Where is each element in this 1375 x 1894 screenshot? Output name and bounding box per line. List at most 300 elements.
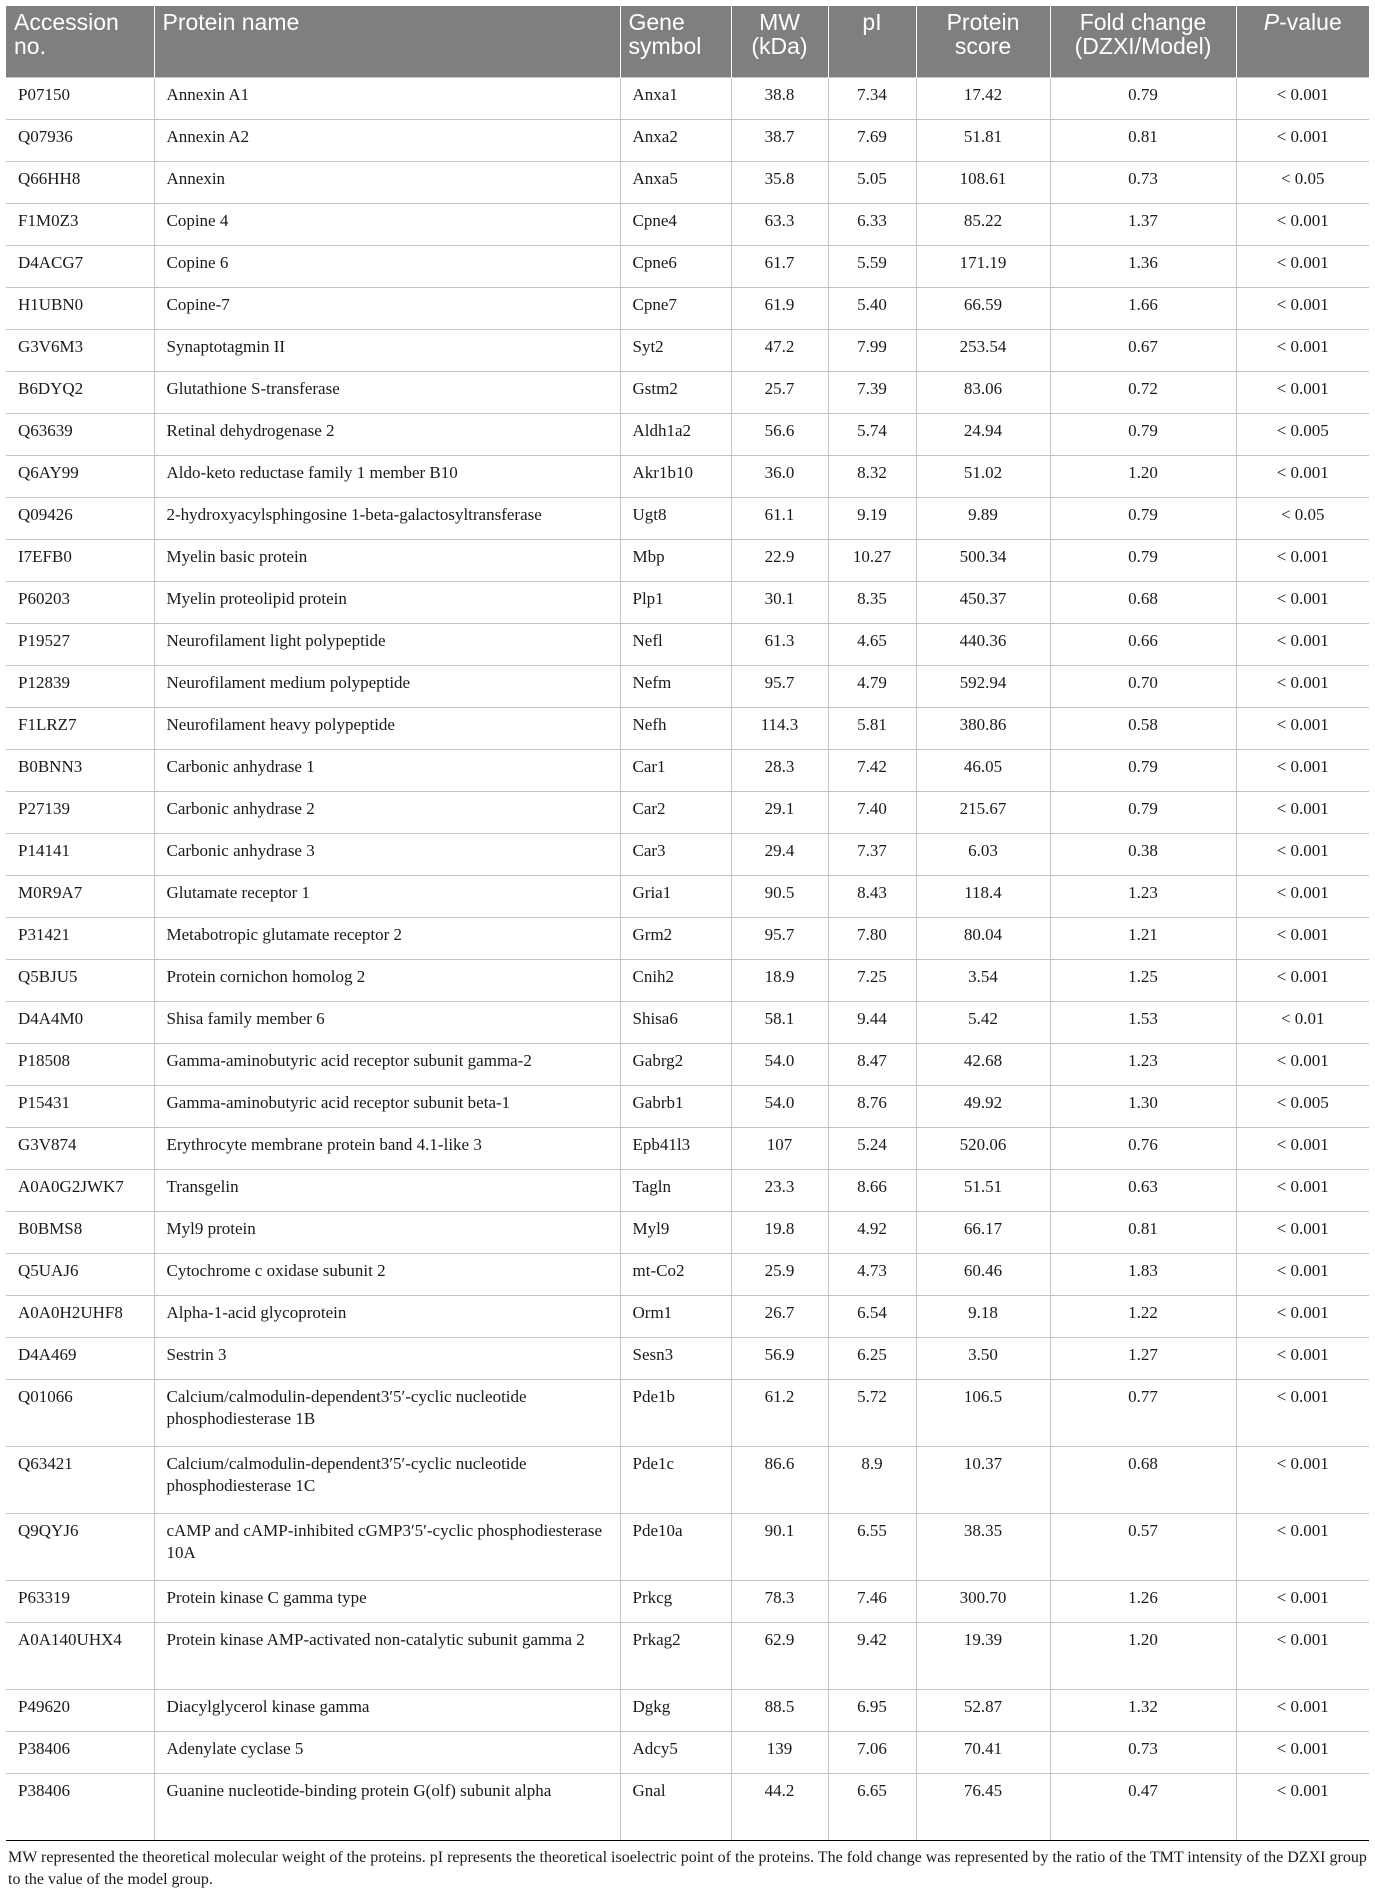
- cell-protein-name: Aldo-keto reductase family 1 member B10: [154, 456, 620, 498]
- cell-p-value: < 0.001: [1236, 204, 1369, 246]
- cell-protein-name: Copine-7: [154, 288, 620, 330]
- cell-protein-score: 80.04: [916, 918, 1050, 960]
- cell-protein-score: 85.22: [916, 204, 1050, 246]
- cell-p-value: < 0.001: [1236, 624, 1369, 666]
- cell-fold-change: 0.67: [1050, 330, 1236, 372]
- table-row: [6, 1002, 1369, 1044]
- table-row: [6, 204, 1369, 246]
- protein-table: [6, 6, 1369, 1841]
- cell-fold-change: 0.81: [1050, 120, 1236, 162]
- cell-gene-symbol: Nefh: [620, 708, 731, 750]
- table-row: [6, 372, 1369, 414]
- table-row: [6, 1774, 1369, 1841]
- cell-fold-change: 1.23: [1050, 1044, 1236, 1086]
- cell-protein-score: 76.45: [916, 1774, 1050, 1841]
- cell-protein-score: 51.02: [916, 456, 1050, 498]
- cell-gene-symbol: Prkcg: [620, 1581, 731, 1623]
- cell-p-value: < 0.001: [1236, 1044, 1369, 1086]
- cell-gene-symbol: Adcy5: [620, 1732, 731, 1774]
- cell-mw: 78.3: [731, 1581, 828, 1623]
- table-row: [6, 834, 1369, 876]
- cell-p-value: < 0.001: [1236, 834, 1369, 876]
- cell-gene-symbol: Orm1: [620, 1296, 731, 1338]
- cell-p-value: < 0.001: [1236, 1732, 1369, 1774]
- cell-protein-score: 52.87: [916, 1690, 1050, 1732]
- cell-protein-score: 300.70: [916, 1581, 1050, 1623]
- cell-pi: 7.40: [828, 792, 916, 834]
- cell-pi: 7.42: [828, 750, 916, 792]
- cell-gene-symbol: Cpne6: [620, 246, 731, 288]
- cell-mw: 29.1: [731, 792, 828, 834]
- cell-gene-symbol: Car3: [620, 834, 731, 876]
- cell-p-value: < 0.001: [1236, 540, 1369, 582]
- cell-pi: 5.72: [828, 1380, 916, 1447]
- cell-p-value: < 0.01: [1236, 1002, 1369, 1044]
- cell-accession: P38406: [6, 1774, 154, 1841]
- cell-protein-score: 19.39: [916, 1623, 1050, 1690]
- cell-pi: 6.65: [828, 1774, 916, 1841]
- cell-accession: A0A0G2JWK7: [6, 1170, 154, 1212]
- table-row: [6, 330, 1369, 372]
- cell-gene-symbol: Gnal: [620, 1774, 731, 1841]
- cell-p-value: < 0.001: [1236, 1380, 1369, 1447]
- cell-p-value: < 0.001: [1236, 582, 1369, 624]
- table-row: [6, 1690, 1369, 1732]
- cell-fold-change: 0.73: [1050, 162, 1236, 204]
- cell-fold-change: 0.38: [1050, 834, 1236, 876]
- cell-gene-symbol: mt-Co2: [620, 1254, 731, 1296]
- cell-accession: D4A4M0: [6, 1002, 154, 1044]
- cell-pi: 4.73: [828, 1254, 916, 1296]
- cell-fold-change: 1.23: [1050, 876, 1236, 918]
- table-row: [6, 120, 1369, 162]
- cell-mw: 58.1: [731, 1002, 828, 1044]
- cell-fold-change: 1.36: [1050, 246, 1236, 288]
- cell-protein-score: 49.92: [916, 1086, 1050, 1128]
- cell-accession: P31421: [6, 918, 154, 960]
- cell-protein-name: Glutamate receptor 1: [154, 876, 620, 918]
- cell-protein-name: Carbonic anhydrase 1: [154, 750, 620, 792]
- cell-gene-symbol: Pde1c: [620, 1447, 731, 1514]
- cell-p-value: < 0.001: [1236, 876, 1369, 918]
- cell-mw: 28.3: [731, 750, 828, 792]
- table-row: [6, 624, 1369, 666]
- header-p-suffix: -value: [1279, 9, 1342, 35]
- cell-fold-change: 1.30: [1050, 1086, 1236, 1128]
- cell-gene-symbol: Car1: [620, 750, 731, 792]
- cell-gene-symbol: Nefl: [620, 624, 731, 666]
- table-row: [6, 78, 1369, 120]
- cell-protein-name: Gamma-aminobutyric acid receptor subunit beta-1: [154, 1086, 620, 1128]
- cell-accession: F1LRZ7: [6, 708, 154, 750]
- cell-gene-symbol: Cpne7: [620, 288, 731, 330]
- table-body: [6, 78, 1369, 1841]
- cell-gene-symbol: Akr1b10: [620, 456, 731, 498]
- cell-accession: P19527: [6, 624, 154, 666]
- table-row: [6, 1338, 1369, 1380]
- cell-mw: 56.9: [731, 1338, 828, 1380]
- cell-accession: H1UBN0: [6, 288, 154, 330]
- cell-mw: 35.8: [731, 162, 828, 204]
- cell-pi: 10.27: [828, 540, 916, 582]
- cell-protein-score: 9.18: [916, 1296, 1050, 1338]
- table-row: [6, 1086, 1369, 1128]
- cell-gene-symbol: Shisa6: [620, 1002, 731, 1044]
- cell-p-value: < 0.001: [1236, 1296, 1369, 1338]
- table-row: [6, 750, 1369, 792]
- cell-fold-change: 0.77: [1050, 1380, 1236, 1447]
- cell-protein-score: 66.59: [916, 288, 1050, 330]
- cell-fold-change: 1.32: [1050, 1690, 1236, 1732]
- cell-accession: P12839: [6, 666, 154, 708]
- cell-fold-change: 0.76: [1050, 1128, 1236, 1170]
- cell-protein-name: Shisa family member 6: [154, 1002, 620, 1044]
- cell-fold-change: 0.72: [1050, 372, 1236, 414]
- cell-pi: 4.79: [828, 666, 916, 708]
- cell-accession: Q5UAJ6: [6, 1254, 154, 1296]
- cell-fold-change: 0.79: [1050, 540, 1236, 582]
- cell-gene-symbol: Aldh1a2: [620, 414, 731, 456]
- table-row: [6, 582, 1369, 624]
- table-row: [6, 1044, 1369, 1086]
- cell-accession: P07150: [6, 78, 154, 120]
- cell-fold-change: 0.79: [1050, 414, 1236, 456]
- cell-protein-score: 520.06: [916, 1128, 1050, 1170]
- cell-gene-symbol: Sesn3: [620, 1338, 731, 1380]
- cell-accession: P27139: [6, 792, 154, 834]
- header-protein-name: Protein name: [154, 6, 620, 78]
- cell-protein-name: Carbonic anhydrase 3: [154, 834, 620, 876]
- cell-p-value: < 0.001: [1236, 1170, 1369, 1212]
- cell-pi: 6.25: [828, 1338, 916, 1380]
- cell-protein-score: 10.37: [916, 1447, 1050, 1514]
- table-row: [6, 1581, 1369, 1623]
- cell-gene-symbol: Anxa1: [620, 78, 731, 120]
- cell-pi: 4.65: [828, 624, 916, 666]
- cell-protein-score: 215.67: [916, 792, 1050, 834]
- cell-protein-score: 5.42: [916, 1002, 1050, 1044]
- cell-protein-score: 24.94: [916, 414, 1050, 456]
- table-footnote: MW represented the theoretical molecular weight of the proteins. pI represents the theoretical isoelectric point of the proteins. The fold change was represented by the ratio of the TMT intensity of the DZXI group to the value of the model group.: [8, 1849, 1367, 1888]
- table-row: [6, 708, 1369, 750]
- cell-p-value: < 0.001: [1236, 1514, 1369, 1581]
- cell-pi: 5.40: [828, 288, 916, 330]
- cell-gene-symbol: Gabrg2: [620, 1044, 731, 1086]
- cell-fold-change: 1.27: [1050, 1338, 1236, 1380]
- cell-protein-name: Neurofilament heavy polypeptide: [154, 708, 620, 750]
- cell-protein-name: Calcium/calmodulin-dependent3′5′-cyclic nucleotide phosphodiesterase 1C: [154, 1447, 620, 1514]
- cell-protein-score: 3.54: [916, 960, 1050, 1002]
- table-row: [6, 1212, 1369, 1254]
- header-accession: Accession no.: [6, 6, 154, 78]
- cell-accession: B0BNN3: [6, 750, 154, 792]
- cell-accession: D4ACG7: [6, 246, 154, 288]
- cell-protein-score: 51.51: [916, 1170, 1050, 1212]
- cell-accession: P49620: [6, 1690, 154, 1732]
- header-p-value: [1236, 6, 1369, 78]
- cell-accession: Q09426: [6, 498, 154, 540]
- cell-mw: 95.7: [731, 666, 828, 708]
- cell-p-value: < 0.001: [1236, 78, 1369, 120]
- table-row: [6, 1623, 1369, 1690]
- table-row: [6, 414, 1369, 456]
- cell-fold-change: 1.20: [1050, 1623, 1236, 1690]
- cell-pi: 7.34: [828, 78, 916, 120]
- cell-fold-change: 0.63: [1050, 1170, 1236, 1212]
- cell-accession: Q5BJU5: [6, 960, 154, 1002]
- table-row: [6, 1170, 1369, 1212]
- cell-fold-change: 0.68: [1050, 582, 1236, 624]
- cell-p-value: < 0.001: [1236, 1128, 1369, 1170]
- cell-gene-symbol: Cpne4: [620, 204, 731, 246]
- cell-protein-score: 38.35: [916, 1514, 1050, 1581]
- table-row: [6, 1254, 1369, 1296]
- cell-mw: 90.1: [731, 1514, 828, 1581]
- cell-protein-score: 106.5: [916, 1380, 1050, 1447]
- cell-protein-name: Sestrin 3: [154, 1338, 620, 1380]
- cell-pi: 5.05: [828, 162, 916, 204]
- cell-protein-score: 440.36: [916, 624, 1050, 666]
- cell-protein-name: Copine 6: [154, 246, 620, 288]
- cell-gene-symbol: Grm2: [620, 918, 731, 960]
- cell-pi: 5.24: [828, 1128, 916, 1170]
- cell-mw: 61.3: [731, 624, 828, 666]
- cell-gene-symbol: Anxa2: [620, 120, 731, 162]
- cell-gene-symbol: Prkag2: [620, 1623, 731, 1690]
- cell-pi: 5.59: [828, 246, 916, 288]
- cell-p-value: < 0.05: [1236, 498, 1369, 540]
- cell-protein-score: 6.03: [916, 834, 1050, 876]
- cell-mw: 19.8: [731, 1212, 828, 1254]
- cell-mw: 30.1: [731, 582, 828, 624]
- cell-p-value: < 0.001: [1236, 1254, 1369, 1296]
- cell-accession: G3V6M3: [6, 330, 154, 372]
- cell-pi: 4.92: [828, 1212, 916, 1254]
- cell-mw: 62.9: [731, 1623, 828, 1690]
- cell-accession: Q9QYJ6: [6, 1514, 154, 1581]
- cell-pi: 8.66: [828, 1170, 916, 1212]
- cell-protein-name: Neurofilament medium polypeptide: [154, 666, 620, 708]
- cell-p-value: < 0.001: [1236, 456, 1369, 498]
- cell-protein-name: Transgelin: [154, 1170, 620, 1212]
- cell-accession: P15431: [6, 1086, 154, 1128]
- cell-fold-change: 0.58: [1050, 708, 1236, 750]
- cell-p-value: < 0.001: [1236, 666, 1369, 708]
- cell-fold-change: 1.25: [1050, 960, 1236, 1002]
- table-row: [6, 1380, 1369, 1447]
- cell-p-value: < 0.001: [1236, 1338, 1369, 1380]
- table-row: [6, 1128, 1369, 1170]
- cell-protein-name: Annexin: [154, 162, 620, 204]
- cell-mw: 61.7: [731, 246, 828, 288]
- cell-mw: 54.0: [731, 1086, 828, 1128]
- cell-pi: 7.46: [828, 1581, 916, 1623]
- header-mw: MW (kDa): [731, 6, 828, 78]
- cell-pi: 7.80: [828, 918, 916, 960]
- cell-gene-symbol: Ugt8: [620, 498, 731, 540]
- cell-mw: 47.2: [731, 330, 828, 372]
- cell-mw: 63.3: [731, 204, 828, 246]
- cell-mw: 26.7: [731, 1296, 828, 1338]
- cell-protein-name: Carbonic anhydrase 2: [154, 792, 620, 834]
- cell-pi: 7.69: [828, 120, 916, 162]
- cell-pi: 8.43: [828, 876, 916, 918]
- cell-fold-change: 0.79: [1050, 498, 1236, 540]
- cell-accession: A0A0H2UHF8: [6, 1296, 154, 1338]
- cell-mw: 61.2: [731, 1380, 828, 1447]
- cell-gene-symbol: Car2: [620, 792, 731, 834]
- cell-gene-symbol: Mbp: [620, 540, 731, 582]
- cell-protein-score: 380.86: [916, 708, 1050, 750]
- cell-p-value: < 0.001: [1236, 1447, 1369, 1514]
- cell-gene-symbol: Cnih2: [620, 960, 731, 1002]
- cell-pi: 6.95: [828, 1690, 916, 1732]
- cell-protein-score: 60.46: [916, 1254, 1050, 1296]
- cell-protein-name: Annexin A2: [154, 120, 620, 162]
- cell-accession: D4A469: [6, 1338, 154, 1380]
- cell-pi: 7.37: [828, 834, 916, 876]
- cell-protein-name: Protein kinase C gamma type: [154, 1581, 620, 1623]
- cell-p-value: < 0.001: [1236, 750, 1369, 792]
- cell-accession: Q63421: [6, 1447, 154, 1514]
- cell-protein-name: cAMP and cAMP-inhibited cGMP3′5′-cyclic phosphodiesterase 10A: [154, 1514, 620, 1581]
- cell-fold-change: 0.79: [1050, 792, 1236, 834]
- table-row: [6, 876, 1369, 918]
- cell-protein-name: Cytochrome c oxidase subunit 2: [154, 1254, 620, 1296]
- cell-fold-change: 1.83: [1050, 1254, 1236, 1296]
- cell-protein-score: 108.61: [916, 162, 1050, 204]
- cell-mw: 86.6: [731, 1447, 828, 1514]
- cell-accession: Q63639: [6, 414, 154, 456]
- cell-accession: B0BMS8: [6, 1212, 154, 1254]
- cell-fold-change: 0.79: [1050, 78, 1236, 120]
- cell-p-value: < 0.001: [1236, 246, 1369, 288]
- cell-gene-symbol: Epb41l3: [620, 1128, 731, 1170]
- header-protein-score: Protein score: [916, 6, 1050, 78]
- header-p-italic: P: [1263, 9, 1280, 35]
- cell-protein-name: Metabotropic glutamate receptor 2: [154, 918, 620, 960]
- cell-protein-name: Myl9 protein: [154, 1212, 620, 1254]
- cell-accession: B6DYQ2: [6, 372, 154, 414]
- cell-accession: F1M0Z3: [6, 204, 154, 246]
- cell-pi: 6.55: [828, 1514, 916, 1581]
- cell-gene-symbol: Nefm: [620, 666, 731, 708]
- cell-fold-change: 0.73: [1050, 1732, 1236, 1774]
- cell-protein-name: Protein kinase AMP-activated non-catalytic subunit gamma 2: [154, 1623, 620, 1690]
- cell-accession: P38406: [6, 1732, 154, 1774]
- cell-fold-change: 1.53: [1050, 1002, 1236, 1044]
- cell-p-value: < 0.001: [1236, 288, 1369, 330]
- cell-p-value: < 0.001: [1236, 918, 1369, 960]
- cell-protein-score: 9.89: [916, 498, 1050, 540]
- cell-gene-symbol: Gabrb1: [620, 1086, 731, 1128]
- cell-protein-name: Myelin proteolipid protein: [154, 582, 620, 624]
- cell-protein-name: 2-hydroxyacylsphingosine 1-beta-galactosyltransferase: [154, 498, 620, 540]
- cell-protein-name: Alpha-1-acid glycoprotein: [154, 1296, 620, 1338]
- cell-p-value: < 0.001: [1236, 708, 1369, 750]
- table-row: [6, 1447, 1369, 1514]
- cell-protein-score: 500.34: [916, 540, 1050, 582]
- cell-protein-name: Neurofilament light polypeptide: [154, 624, 620, 666]
- cell-accession: Q07936: [6, 120, 154, 162]
- cell-protein-score: 17.42: [916, 78, 1050, 120]
- cell-mw: 54.0: [731, 1044, 828, 1086]
- cell-accession: Q01066: [6, 1380, 154, 1447]
- cell-mw: 22.9: [731, 540, 828, 582]
- cell-protein-name: Copine 4: [154, 204, 620, 246]
- table-row: [6, 960, 1369, 1002]
- header-gene-symbol: Gene symbol: [620, 6, 731, 78]
- cell-accession: P60203: [6, 582, 154, 624]
- table-row: [6, 1732, 1369, 1774]
- cell-pi: 8.47: [828, 1044, 916, 1086]
- cell-pi: 8.76: [828, 1086, 916, 1128]
- cell-protein-name: Diacylglycerol kinase gamma: [154, 1690, 620, 1732]
- table-row: [6, 666, 1369, 708]
- cell-protein-score: 592.94: [916, 666, 1050, 708]
- cell-mw: 38.7: [731, 120, 828, 162]
- cell-mw: 107: [731, 1128, 828, 1170]
- table-row: [6, 540, 1369, 582]
- cell-gene-symbol: Gstm2: [620, 372, 731, 414]
- cell-pi: 6.54: [828, 1296, 916, 1338]
- cell-p-value: < 0.001: [1236, 792, 1369, 834]
- cell-mw: 95.7: [731, 918, 828, 960]
- cell-pi: 7.25: [828, 960, 916, 1002]
- cell-mw: 44.2: [731, 1774, 828, 1841]
- cell-accession: G3V874: [6, 1128, 154, 1170]
- cell-fold-change: 1.21: [1050, 918, 1236, 960]
- cell-fold-change: 0.68: [1050, 1447, 1236, 1514]
- cell-protein-score: 253.54: [916, 330, 1050, 372]
- cell-accession: P63319: [6, 1581, 154, 1623]
- header-pi: pI: [828, 6, 916, 78]
- cell-pi: 5.74: [828, 414, 916, 456]
- cell-fold-change: 0.47: [1050, 1774, 1236, 1841]
- cell-gene-symbol: Pde1b: [620, 1380, 731, 1447]
- cell-pi: 9.42: [828, 1623, 916, 1690]
- cell-p-value: < 0.05: [1236, 162, 1369, 204]
- cell-gene-symbol: Myl9: [620, 1212, 731, 1254]
- cell-protein-name: Myelin basic protein: [154, 540, 620, 582]
- cell-pi: 9.44: [828, 1002, 916, 1044]
- cell-protein-name: Retinal dehydrogenase 2: [154, 414, 620, 456]
- cell-accession: P14141: [6, 834, 154, 876]
- table-row: [6, 498, 1369, 540]
- cell-mw: 88.5: [731, 1690, 828, 1732]
- cell-p-value: < 0.001: [1236, 120, 1369, 162]
- cell-p-value: < 0.001: [1236, 1623, 1369, 1690]
- cell-protein-score: 3.50: [916, 1338, 1050, 1380]
- cell-protein-score: 70.41: [916, 1732, 1050, 1774]
- cell-p-value: < 0.001: [1236, 372, 1369, 414]
- cell-protein-name: Calcium/calmodulin-dependent3′5′-cyclic nucleotide phosphodiesterase 1B: [154, 1380, 620, 1447]
- cell-gene-symbol: Anxa5: [620, 162, 731, 204]
- cell-pi: 8.9: [828, 1447, 916, 1514]
- cell-protein-score: 450.37: [916, 582, 1050, 624]
- cell-pi: 6.33: [828, 204, 916, 246]
- table-container: [6, 6, 1369, 1891]
- cell-gene-symbol: Pde10a: [620, 1514, 731, 1581]
- cell-fold-change: 1.22: [1050, 1296, 1236, 1338]
- cell-gene-symbol: Plp1: [620, 582, 731, 624]
- cell-p-value: < 0.001: [1236, 1774, 1369, 1841]
- cell-p-value: < 0.001: [1236, 960, 1369, 1002]
- cell-protein-score: 46.05: [916, 750, 1050, 792]
- cell-protein-score: 83.06: [916, 372, 1050, 414]
- cell-protein-score: 66.17: [916, 1212, 1050, 1254]
- cell-mw: 38.8: [731, 78, 828, 120]
